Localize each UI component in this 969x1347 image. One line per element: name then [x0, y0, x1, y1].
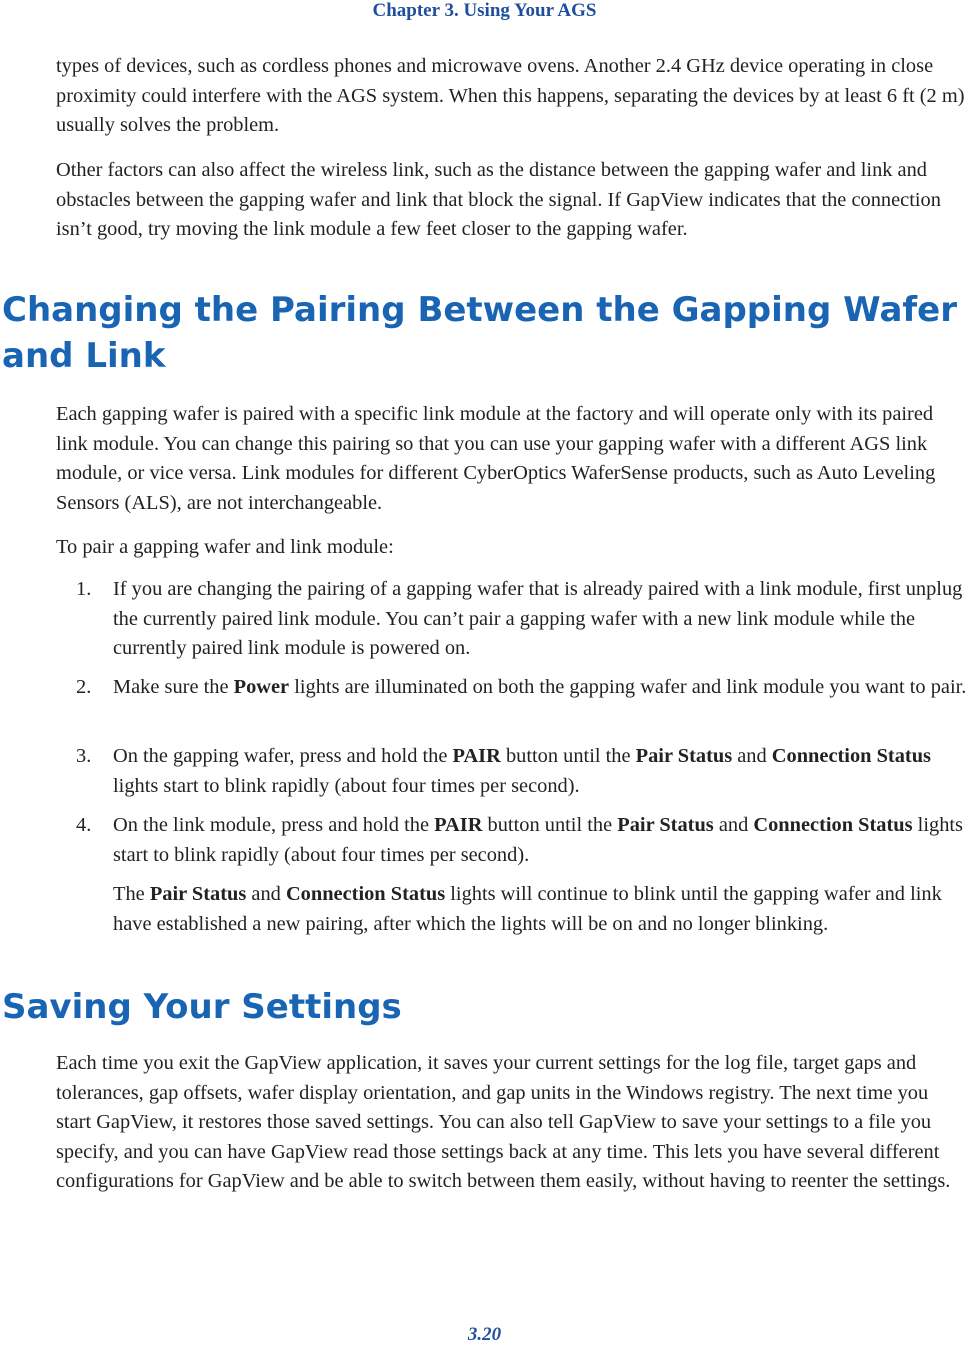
step-text: If you are changing the pairing of a gapping wafer that is already paired with a link module, first unplug the currently paired link module. You can’t pair a gapping wafer with a new link module while the currently paired link module is powered on. — [113, 578, 963, 659]
pair-button-label: PAIR — [434, 814, 483, 836]
pairing-paragraph-1: Each gapping wafer is paired with a specific link module at the factory and will operate only with its paired link module. You can change this pairing so that you can use your gapping wafer with a different AGS link module, or vice versa. Link modules for different CyberOptics WaferSense products, such as Auto Leveling Sensors (ALS), are not interchangeable. — [56, 403, 936, 514]
list-item — [76, 742, 968, 801]
step-note — [76, 880, 968, 939]
step-number: 3. — [76, 745, 92, 767]
intro-paragraph-2: Other factors can also affect the wireless link, such as the distance between the gapping wafer and link and obstacles between the gapping wafer and link that block the signal. If GapView indicates that the connection isn’t good, try moving the link module a few feet closer to the gapping wafer. — [56, 159, 941, 240]
note-text: The Pair Status and Connection Status lights will continue to blink until the gapping wafer and link have established a new pairing, after which the lights will be on and no longer blinking. — [113, 883, 942, 935]
power-label: Power — [233, 676, 290, 698]
page-number: 3.20 — [467, 1324, 502, 1345]
step-text: On the gapping wafer, press and hold the PAIR button until the Pair Status and Connection Status lights start to blink rapidly (about four times per second). — [113, 745, 931, 797]
pair-status-label: Pair Status — [149, 883, 247, 905]
step-number: 2. — [76, 676, 92, 698]
step-number: 4. — [76, 814, 92, 836]
pairing-paragraph-2: To pair a gapping wafer and link module: — [56, 536, 394, 558]
intro-paragraph-1: types of devices, such as cordless phones and microwave ovens. Another 2.4 GHz device operating in close proximity could interfere with the AGS system. When this happens, separating the devices by at least 6 ft (2 m) usually solves the problem. — [56, 55, 965, 136]
list-item — [76, 673, 968, 703]
step-text: Make sure the Power lights are illuminated on both the gapping wafer and link module you want to pair. — [113, 676, 967, 698]
connection-status-label: Connection Status — [285, 883, 446, 905]
list-item — [76, 575, 968, 664]
pairing-heading: Changing the Pairing Between the Gapping Wafer and Link — [2, 290, 958, 376]
step-text: On the link module, press and hold the PAIR button until the Pair Status and Connection Status lights start to blink rapidly (about four times per second). — [113, 814, 963, 866]
step-number: 1. — [76, 578, 92, 600]
pair-status-label: Pair Status — [617, 814, 714, 836]
pair-status-label: Pair Status — [635, 745, 733, 767]
connection-status-label: Connection Status — [753, 814, 913, 836]
list-item — [76, 811, 968, 870]
running-header: Chapter 3. Using Your AGS — [372, 0, 597, 21]
saving-paragraph-1: Each time you exit the GapView application, it saves your current settings for the log file, target gaps and tolerances, gap offsets, wafer display orientation, and gap units in the Windows registry. The next time you start GapView, it restores those saved settings. You can also tell GapView to save your settings to a file you specify, and you can have GapView read those settings back at any time. This lets you have several different configurations for GapView and be able to switch between them easily, without having to reenter the settings. — [56, 1052, 951, 1192]
connection-status-label: Connection Status — [771, 745, 931, 767]
pair-button-label: PAIR — [452, 745, 501, 767]
saving-heading: Saving Your Settings — [2, 987, 402, 1027]
